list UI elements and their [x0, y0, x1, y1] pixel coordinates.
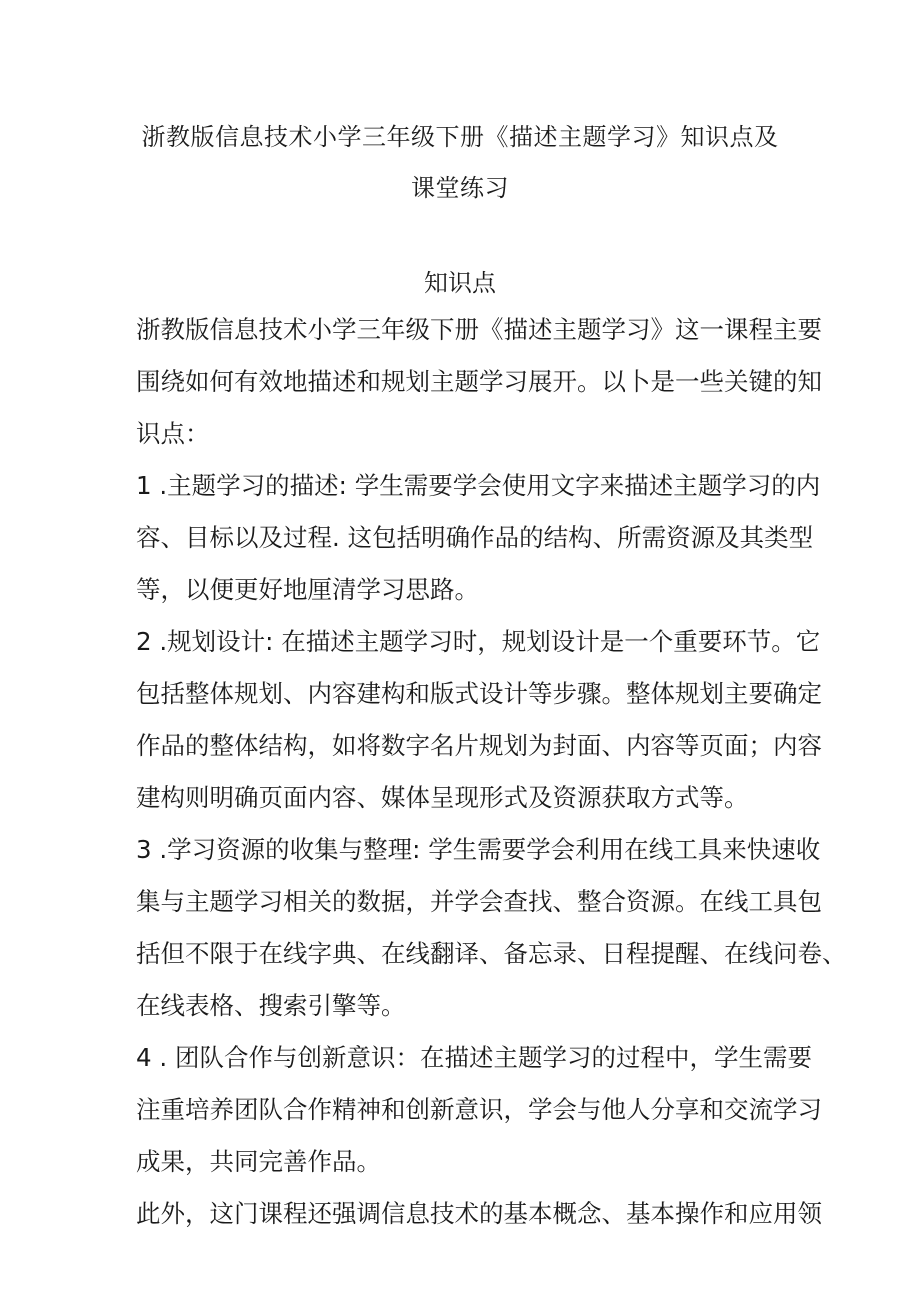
intro-paragraph [136, 312, 822, 468]
point-paragraph-3 [136, 832, 847, 1040]
point-paragraph-1 [136, 468, 821, 624]
intro-line: 识点： [136, 419, 210, 448]
point-line: 3 .学习资源的收集与整理: 学生需要学会利用在线工具来快速收 [136, 835, 821, 864]
closing-paragraph [136, 1196, 822, 1248]
point-line: 作品的整体结构，如将数字名片规划为封面、内容等页面；内容 [136, 731, 822, 760]
point-line: 在线表格、搜索引擎等。 [136, 991, 406, 1020]
point-line: 容、目标以及过程. 这包括明确作品的结构、所需资源及其类型 [136, 523, 814, 552]
point-line: 建构则明确页面内容、媒体呈现形式及资源获取方式等。 [136, 783, 749, 812]
document-title-line-2: 课堂练习 [411, 174, 509, 202]
point-line: 成果，共同完善作品。 [136, 1147, 381, 1176]
point-line: 注重培养团队合作精神和创新意识，学会与他人分享和交流学习 [136, 1095, 822, 1124]
point-paragraph-2 [136, 624, 822, 832]
point-line: 集与主题学习相关的数据，并学会查找、整合资源。在线工具包 [136, 887, 822, 916]
point-line: 等，以便更好地厘清学习思路。 [136, 575, 479, 604]
section-heading: 知识点 [424, 269, 496, 297]
point-line: 2 .规划设计: 在描述主题学习时，规划设计是一个重要环节。它 [136, 627, 821, 656]
point-paragraph-4 [136, 1040, 822, 1196]
document-title-line-1: 浙教版信息技术小学三年级下册《描述主题学习》知识点及 [141, 123, 779, 151]
closing-line: 此外，这门课程还强调信息技术的基本概念、基本操作和应用领 [136, 1199, 822, 1228]
intro-line: 围绕如何有效地描述和规划主题学习展开。以卜是一些关键的知 [136, 367, 822, 396]
point-line: 包括整体规划、内容建构和版式设计等步骤。整体规划主要确定 [136, 679, 822, 708]
point-line: 1 .主题学习的描述: 学生需要学会使用文字来描述主题学习的内 [136, 471, 821, 500]
point-line: 括但不限于在线字典、在线翻译、备忘录、日程提醒、在线问卷、 [136, 939, 847, 968]
point-line: 4 . 团队合作与创新意识：在描述主题学习的过程中，学生需要 [136, 1043, 812, 1072]
document-body [136, 312, 847, 1248]
intro-line: 浙教版信息技术小学三年级下册《描述主题学习》这一课程主要 [136, 315, 822, 344]
